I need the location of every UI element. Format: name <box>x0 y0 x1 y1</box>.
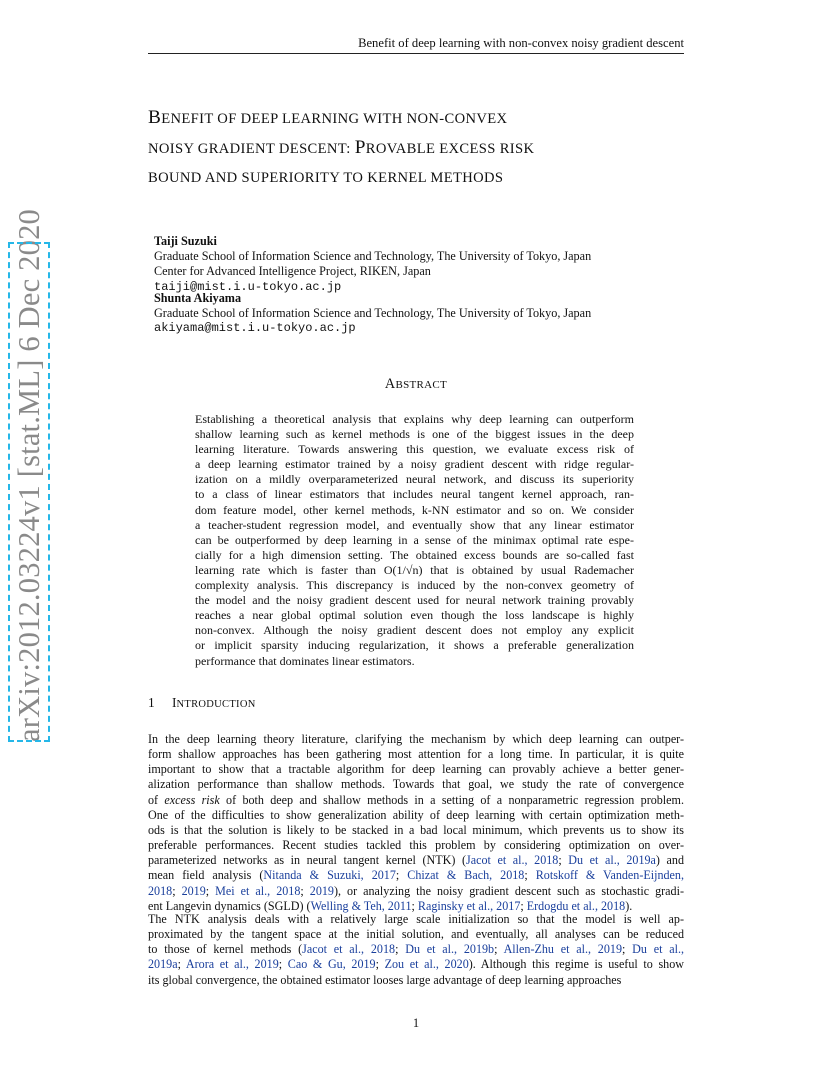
body-text: ; <box>411 898 418 913</box>
section-number: 1 <box>148 695 155 710</box>
body-text: alization performance than shallow methods. Towards that goal, we study the rate of convergence <box>148 777 684 792</box>
intro-paragraph-2 <box>148 912 684 988</box>
body-text: ; <box>205 883 216 898</box>
paragraph-line <box>148 747 684 762</box>
body-text: ; <box>524 868 536 883</box>
body-text: ods is that the solution is likely to be stacked in a bad local minimum, which prevents us to show its <box>148 822 684 837</box>
title-segment: ROVABLE EXCESS RISK <box>365 140 535 157</box>
body-text: ; <box>622 942 633 957</box>
citation-link[interactable]: Du et al., <box>632 942 685 957</box>
abstract-line: learning rate which is faster than O(1/√n) that is obtained by usual Rademacher <box>195 562 634 577</box>
paragraph-line <box>148 732 684 747</box>
paragraph-line <box>148 762 684 777</box>
author-affiliation: Center for Advanced Intelligence Project, RIKEN, Japan <box>154 264 431 279</box>
title-line <box>148 134 688 164</box>
abstract-line: or implicit sparsity inducing regularization, it shows a preferable generalization <box>195 638 634 653</box>
body-text: ; <box>172 883 182 898</box>
body-text: ) and <box>655 853 685 868</box>
title-line <box>148 104 688 134</box>
abstract-line: reaches a near global optimal solution even though the loss landscape is highly <box>195 608 634 623</box>
abstract-line: can be outperformed by deep learning in a sense of the minimax optimal rate espe- <box>195 532 634 547</box>
abstract-line: ization on a mildly overparameterized neural network, and discuss its superiority <box>195 472 634 487</box>
abstract-heading-rest: BSTRACT <box>395 379 448 391</box>
abstract-line: shallow learning such as kernel methods is one of the biggest issues in the deep <box>195 427 634 442</box>
body-text: ; <box>278 957 288 972</box>
body-text: preferable performances. Recent studies tackled this problem by considering optimization on over- <box>148 838 684 853</box>
abstract-line: the model and the noisy gradient descent used for neural network training provably <box>195 593 634 608</box>
body-text: ; <box>177 957 186 972</box>
title-segment: NOISY GRADIENT DESCENT: <box>148 140 355 157</box>
body-text: parameterized networks as in neural tangent kernel (NTK) ( <box>148 853 467 868</box>
body-text: of <box>148 792 165 807</box>
body-text: ; <box>520 898 527 913</box>
header-rule <box>148 53 684 54</box>
author-name: Taiji Suzuki <box>154 234 217 248</box>
arxiv-identifier-stamp[interactable]: arXiv:2012.03224v1 [stat.ML] 6 Dec 2020 <box>8 242 50 742</box>
citation-link[interactable]: Cao & Gu, 2019 <box>287 957 376 972</box>
body-text: ; <box>395 868 408 883</box>
paragraph-line <box>148 973 684 988</box>
body-text: In the deep learning theory literature, clarifying the mechanism by which deep learning can outper- <box>148 732 684 746</box>
paragraph-line <box>148 823 684 838</box>
body-text: mean field analysis ( <box>148 868 264 883</box>
body-text: The NTK analysis deals with a relatively large scale initialization so that the model is well ap- <box>148 912 684 926</box>
citation-link[interactable]: Erdogdu et al., 2018 <box>526 898 626 913</box>
citation-link[interactable]: 2018 <box>148 883 173 898</box>
author-affiliation: Graduate School of Information Science and Technology, The University of Tokyo, Japan <box>154 306 592 321</box>
citation-link[interactable]: Raginsky et al., 2017 <box>417 898 521 913</box>
abstract-heading <box>148 376 684 393</box>
paragraph-line <box>148 808 684 823</box>
intro-paragraph-1 <box>148 732 684 914</box>
title-segment: B <box>148 107 162 128</box>
paragraph-line <box>148 942 684 957</box>
citation-link[interactable]: Arora et al., 2019 <box>185 957 279 972</box>
abstract-line: cially for a high dimension setting. The obtained excess bounds are so-called fast <box>195 547 634 562</box>
author-affiliation: Graduate School of Information Science and Technology, The University of Tokyo, Japan <box>154 249 592 264</box>
body-text: ; <box>558 853 569 868</box>
author-email: taiji@mist.i.u-tokyo.ac.jp <box>154 279 342 294</box>
body-text: form shallow approaches has been gathering most attention for a long time. In particular, it is quite <box>148 747 684 762</box>
paragraph-line <box>148 957 684 972</box>
body-text: important to show that a tractable algorithm for deep learning can provably achieve a better gener- <box>148 762 684 777</box>
body-text: ), or analyzing the noisy gradient descent such as stochastic gradi- <box>333 883 684 898</box>
citation-link[interactable]: 2019a <box>148 957 178 972</box>
abstract-line: complexity analysis. This discrepancy is induced by the non-convex geometry of <box>195 578 634 593</box>
body-text: to those of kernel methods ( <box>148 942 303 957</box>
citation-link[interactable]: Jacot et al., 2018 <box>302 942 396 957</box>
paragraph-line <box>148 868 684 883</box>
section-heading-introduction <box>148 695 256 711</box>
running-head: Benefit of deep learning with non-convex noisy gradient descent <box>358 36 684 50</box>
abstract-line: dom feature model, other kernel methods, k-NN estimator and so on. We consider <box>195 502 634 517</box>
body-text: proximated by the tangent space at the initial solution, and eventually, all analyses can be reduced <box>148 927 684 942</box>
body-text: ). Although this regime is useful to show <box>468 957 684 972</box>
citation-link[interactable]: Nitanda & Suzuki, 2017 <box>263 868 396 883</box>
body-text: ; <box>395 942 406 957</box>
paragraph-line <box>148 853 684 868</box>
abstract-line: to a class of linear estimators that includes neural tangent kernel approach, ran- <box>195 487 634 502</box>
author-block-1 <box>154 234 674 295</box>
title-segment: ENEFIT OF DEEP LEARNING WITH NON-CONVEX <box>161 111 508 127</box>
citation-link[interactable]: Du et al., 2019a <box>568 853 656 868</box>
paragraph-line <box>148 912 684 927</box>
abstract-line: performance that dominates linear estimators. <box>195 653 415 668</box>
citation-link[interactable]: Rotskoff & Vanden-Eijnden, <box>535 868 684 883</box>
section-heading-rest: NTRODUCTION <box>176 699 256 710</box>
citation-link[interactable]: Du et al., 2019b <box>405 942 495 957</box>
title-segment: P <box>354 136 366 158</box>
body-text: ; <box>375 957 385 972</box>
title-segment: BOUND AND SUPERIORITY TO KERNEL METHODS <box>148 170 504 186</box>
abstract-line: a teacher-student regression model, and eventually show that any linear estimator <box>195 517 634 532</box>
citation-link[interactable]: 2019 <box>309 883 334 898</box>
paragraph-line <box>148 884 684 899</box>
citation-link[interactable]: Welling & Teh, 2011 <box>310 898 412 913</box>
paragraph-line <box>148 793 684 808</box>
citation-link[interactable]: Jacot et al., 2018 <box>466 853 559 868</box>
paragraph-line <box>148 838 684 853</box>
abstract-heading-first: A <box>384 376 396 392</box>
abstract-line: a deep learning estimator trained by a noisy gradient descent with ridge regular- <box>195 457 634 472</box>
page-number: 1 <box>412 1016 420 1030</box>
body-text: of both deep and shallow methods in a setting of a nonparametric regression problem. <box>219 792 684 807</box>
section-heading-first: I <box>172 695 177 710</box>
body-text: ). <box>625 898 633 913</box>
body-text: ent Langevin dynamics (SGLD) ( <box>148 898 311 913</box>
abstract-line: Establishing a theoretical analysis that explains why deep learning can outperform <box>195 412 634 426</box>
citation-link[interactable]: Allen-Zhu et al., 2019 <box>503 942 622 957</box>
title-line <box>148 163 688 193</box>
author-email: akiyama@mist.i.u-tokyo.ac.jp <box>154 321 356 336</box>
emphasis-text: excess risk <box>164 792 220 807</box>
author-block-2 <box>154 291 674 337</box>
citation-link[interactable]: Chizat & Bach, 2018 <box>407 868 525 883</box>
body-text: One of the difficulties to show generalization ability of deep learning with certain optimization meth- <box>148 807 684 822</box>
body-text: ; <box>300 883 310 898</box>
citation-link[interactable]: Zou et al., 2020 <box>384 957 469 972</box>
author-name: Shunta Akiyama <box>154 291 242 305</box>
body-text: its global convergence, the obtained estimator looses large advantage of deep learning approaches <box>148 972 622 987</box>
abstract-body <box>195 412 634 669</box>
citation-link[interactable]: 2019 <box>181 883 206 898</box>
abstract-line: learning literature. Towards answering this question, we evaluate excess risk of <box>195 442 634 457</box>
paper-title <box>148 104 688 193</box>
body-text: ; <box>494 942 504 957</box>
paragraph-line <box>148 777 684 792</box>
paragraph-line <box>148 927 684 942</box>
citation-link[interactable]: Mei et al., 2018 <box>215 883 301 898</box>
abstract-line: non-convex. Although the noisy gradient descent does not employ any explicit <box>195 623 634 638</box>
